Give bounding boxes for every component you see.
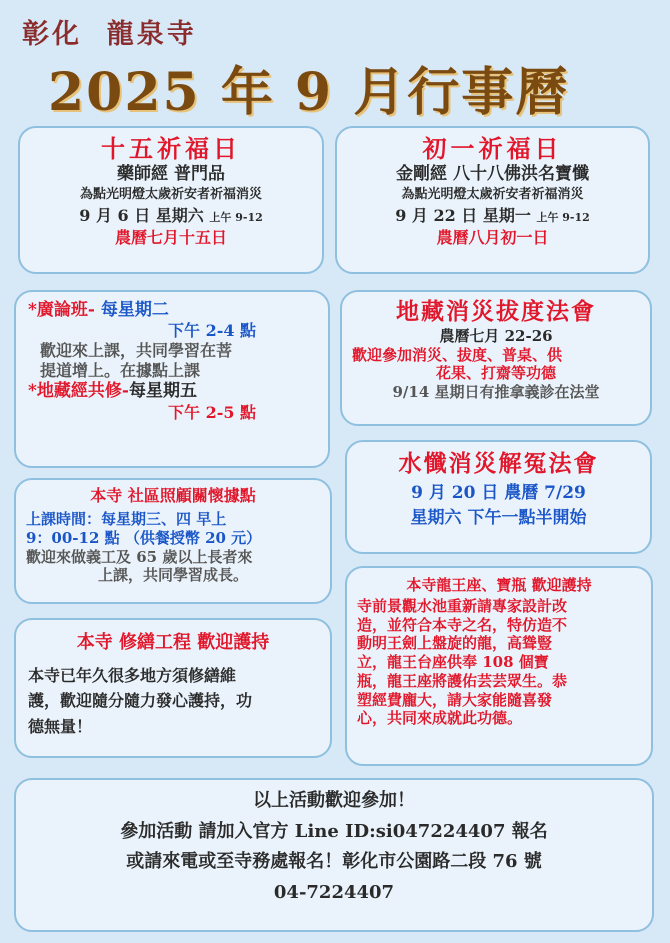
box1-desc: 為點光明燈太歲祈安者祈福消災	[79, 187, 262, 203]
box3-time1: 下午 2-4 點	[168, 321, 257, 341]
box3-line3: 歡迎來上課，共同學習在菩	[40, 341, 233, 361]
box7-text-line: 造，並符合本寺之名，特仿造不	[357, 615, 568, 634]
box2-title: 初一祈福日	[422, 134, 563, 163]
box3-star1: *廣論班-	[28, 300, 101, 320]
box8-title: 本寺 修繕工程 歡迎護持	[76, 632, 270, 653]
footer-registration-box	[14, 778, 654, 932]
box1-lunar: 農曆七月十五日	[114, 227, 227, 247]
box5-line2: 星期六 下午一點半開始	[410, 508, 587, 528]
box6-line1: 上課時間：每星期三、四 早上	[26, 510, 227, 528]
box6-line2: 9：00-12 點 （供餐授幣 20 元）	[26, 528, 262, 547]
box7-text-line: 瓶，龍王座將護佑芸芸眾生。恭	[357, 671, 568, 690]
box7-text-line: 心，共同來成就此功德。	[357, 709, 523, 728]
box4-lunar: 農曆七月 22-26	[439, 326, 553, 345]
box5-title: 水懺消災解冤法會	[398, 450, 599, 477]
box2-lunar: 農曆八月初一日	[436, 227, 549, 247]
box7-text-line: 寺前景觀水池重新請專家設計改	[357, 596, 568, 615]
footer-line3: 或請來電或至寺務處報名！彰化市公園路二段 76 號	[126, 851, 542, 872]
box4-line3: 9/14 星期日有推拿義診在法堂	[392, 383, 600, 401]
box3-day2: 每星期五	[128, 381, 197, 402]
box3-star2: *地藏經共修-	[28, 381, 129, 402]
box-classes	[14, 290, 330, 468]
box3-line5	[28, 381, 316, 402]
box1-sutras: 藥師經 普門品	[117, 164, 225, 184]
box-repair-project	[14, 618, 332, 758]
box7-text-line: 立，龍王台座供奉 108 個寶	[357, 653, 549, 671]
box3-day1: 每星期二	[100, 300, 169, 320]
box7-title: 本寺龍王座、寶瓶 歡迎護持	[406, 576, 592, 594]
box4-title: 地藏消災拔度法會	[396, 298, 596, 325]
box-fifteenth-blessing-day	[18, 126, 324, 274]
box-water-repentance-assembly	[345, 440, 652, 554]
box7-text-line: 塑經費龐大，請大家能隨喜發	[357, 690, 553, 709]
page-title: 2025 年 9 月行事曆	[48, 62, 570, 123]
box1-date: 9 月 6 日 星期六	[79, 205, 204, 225]
box2-date: 9 月 22 日 星期一	[395, 205, 531, 225]
box1-date-line	[30, 206, 312, 226]
box4-line2: 花果、打齋等功德	[435, 364, 556, 383]
box3-line1	[28, 300, 316, 321]
box5-line1: 9 月 20 日 農曆 7/29	[411, 482, 586, 503]
box3-time2: 下午 2-5 點	[168, 402, 257, 422]
box2-time: 上午 9-12	[536, 210, 590, 224]
box3-line4: 提道增上。在據點上課	[40, 361, 201, 381]
box1-time: 上午 9-12	[209, 210, 263, 224]
box4-line1: 歡迎參加消災、拔度、普桌、供	[352, 345, 563, 364]
footer-phone: 04-7224407	[273, 881, 395, 903]
box2-desc: 為點光明燈太歲祈安者祈福消災	[401, 187, 584, 203]
box6-line4: 上課，共同學習成長。	[97, 566, 248, 585]
box7-text-line: 動明王劍上盤旋的龍，高聳豎	[357, 634, 553, 653]
box-first-blessing-day	[335, 126, 650, 274]
box6-title: 本寺 社區照顧關懷據點	[90, 486, 256, 505]
box1-title: 十五祈福日	[101, 134, 241, 163]
box-dragon-king-seat	[345, 566, 653, 766]
box8-text-line: 德無量！	[28, 716, 93, 736]
box8-text-line: 護，歡迎隨分隨力發心護持，功	[28, 691, 253, 711]
footer-line2: 參加活動 請加入官方 Line ID:si047224407 報名	[120, 820, 548, 842]
box-ksitigarbha-dharma-assembly	[340, 290, 652, 426]
footer-line1: 以上活動歡迎參加！	[253, 790, 415, 811]
box6-line3: 歡迎來做義工及 65 歲以上長者來	[26, 547, 253, 566]
box8-text-line: 本寺已年久很多地方須修繕維	[28, 665, 237, 685]
temple-name: 彰化 龍泉寺	[22, 19, 197, 50]
box2-sutras: 金剛經 八十八佛洪名寶懺	[396, 164, 589, 184]
box2-date-line	[347, 206, 638, 226]
box-community-care-center	[14, 478, 332, 604]
